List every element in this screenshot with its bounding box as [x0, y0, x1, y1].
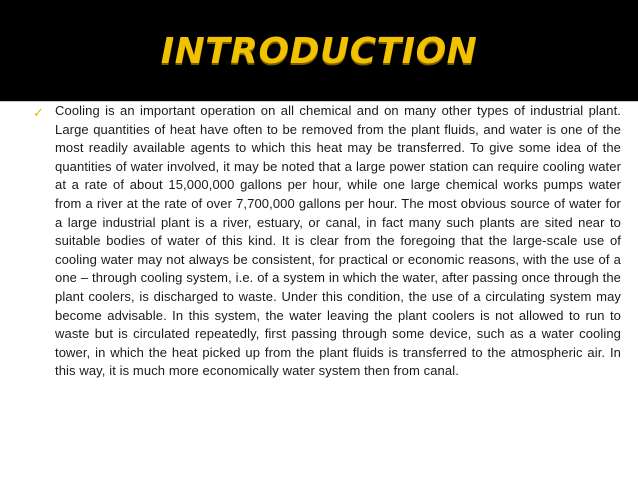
slide-title: INTRODUCTION: [160, 31, 478, 72]
title-bar: [0, 0, 638, 102]
bullet-paragraph: Cooling is an important operation on all chemical and on many other types of industrial plant. Large quantities of heat have often to be removed from the plant fluids, and water is one of the most readily available agents to which this heat may be transferred. To give some idea of the quantities of water involved, it may be noted that a large power station can require cooling water at a rate of about 15,000,000 gallons per hour, while one large chemical works pumps water from a river at the rate of over 7,700,000 gallons per hour. The most obvious source of water for a large industrial plant is a river, estuary, or canal, in fact many such plants are sited near to suitable bodies of water of this kind. It is clear from the foregoing that the large-scale use of cooling water may not always be consistent, for practical or economic reasons, with the use of a one – through cooling system, i.e. of a system in which the water, after passing once through the plant coolers, is discharged to waste. Under this condition, the use of a circulating system may become advisable. In this system, the water leaving the plant coolers is not allowed to run to waste but is circulated repeatedly, first passing through some device, such as a water cooling tower, in which the heat picked up from the plant fluids is transferred to the atmospheric air. In this way, it is much more economically water system then from canal.: [55, 103, 621, 379]
checkmark-bullet-icon: ✓: [33, 106, 44, 121]
